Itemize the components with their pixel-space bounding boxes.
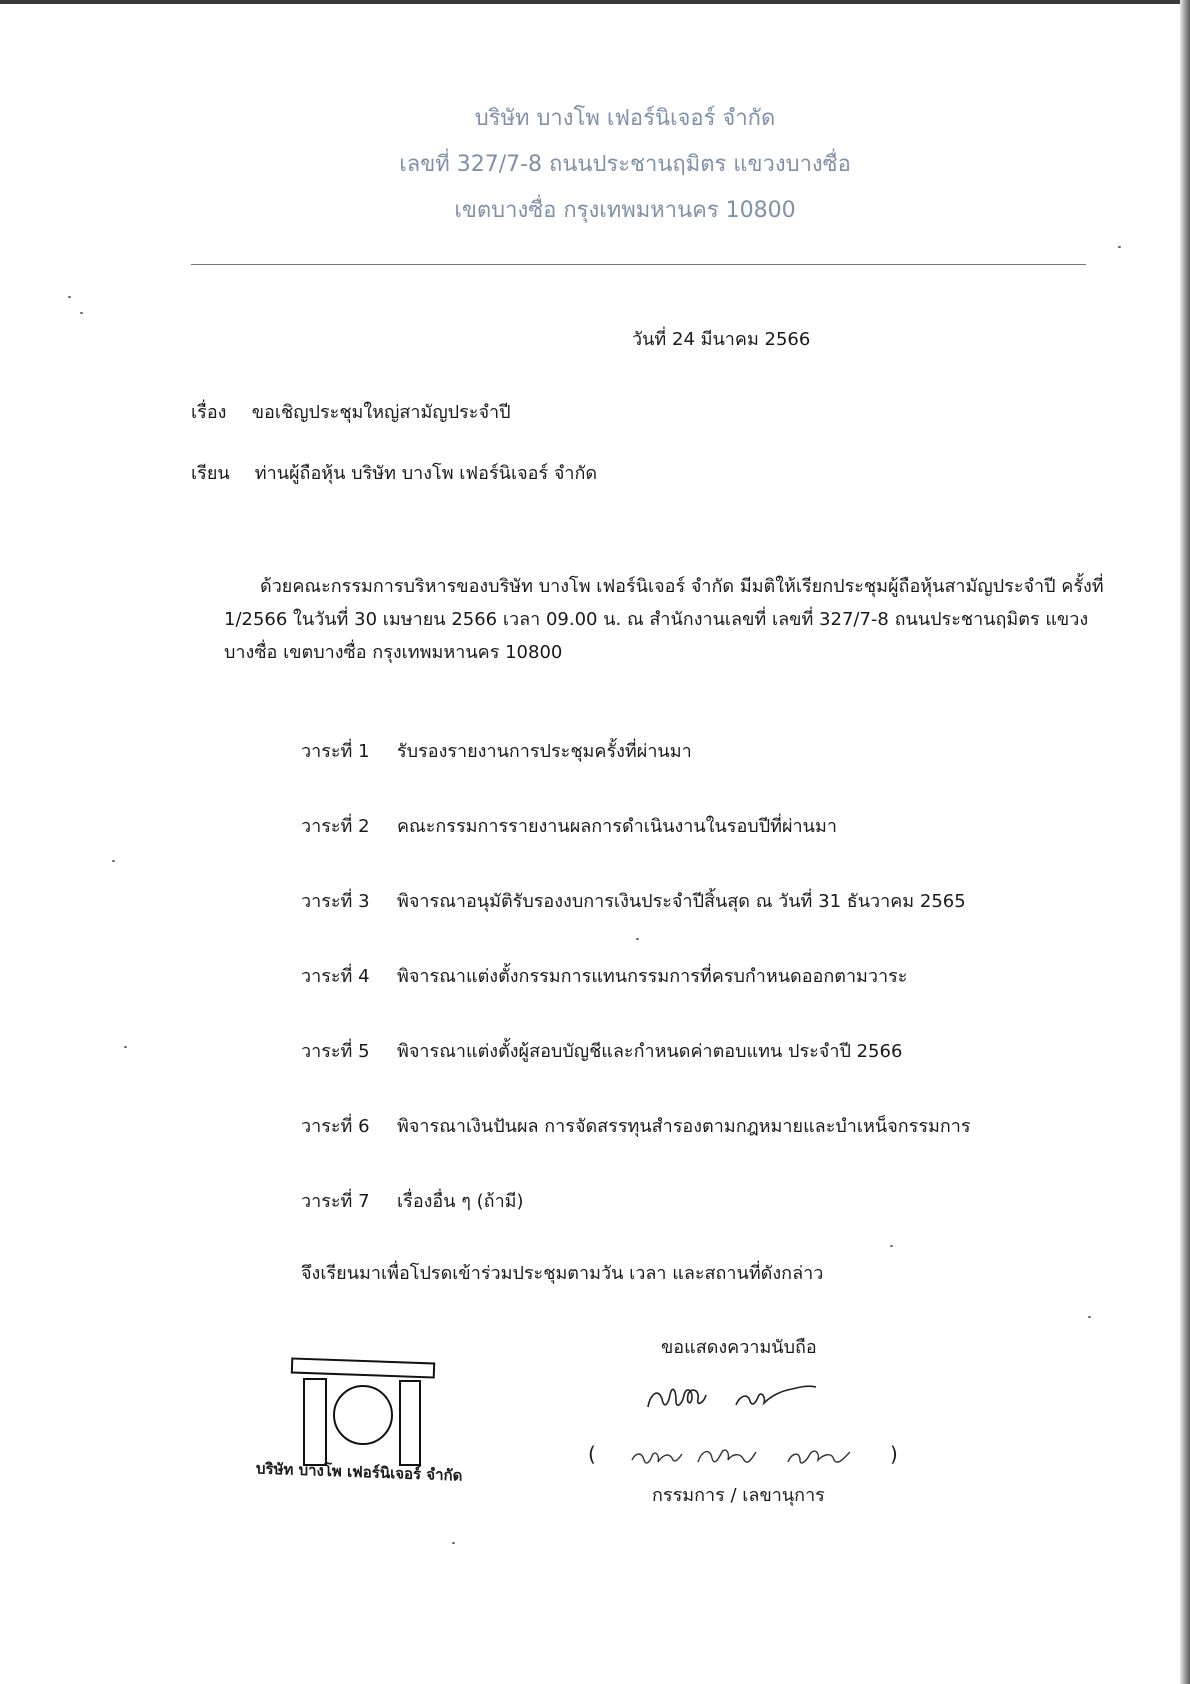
agenda-item [301,1036,971,1111]
agenda-item-text: พิจารณาเงินปันผล การจัดสรรทุนสำรองตามกฎหมายและบำเหน็จกรรมการ [397,1116,971,1137]
signatory-position: กรรมการ / เลขานุการ [652,1485,825,1506]
agenda-item-text: เรื่องอื่น ๆ (ถ้ามี) [397,1191,524,1212]
salutation-label: เรียน [191,463,230,484]
letterhead-address-line-1: เลขที่ 327/7-8 ถนนประชานฤมิตร แขวงบางซื่อ [399,152,851,177]
agenda-item-label: วาระที่ 3 [301,891,370,912]
scan-speck [68,296,71,298]
agenda-item [301,886,971,961]
agenda-item [301,811,971,886]
scan-speck [636,938,639,940]
letterhead-address-line-2: เขตบางซื่อ กรุงเทพมหานคร 10800 [454,198,796,223]
agenda-item [301,736,971,811]
handwritten-signature [640,1365,830,1425]
salutation-line [191,458,597,487]
close-parenthesis: ) [890,1442,898,1466]
agenda-item-text: คณะกรรมการรายงานผลการดำเนินงานในรอบปีที่ผ่านมา [397,816,837,837]
agenda-item-text: รับรองรายงานการประชุมครั้งที่ผ่านมา [397,741,692,762]
agenda-item-text: พิจารณาอนุมัติรับรองงบการเงินประจำปีสิ้นสุด ณ วันที่ 31 ธันวาคม 2565 [397,891,966,912]
closing-sentence: จึงเรียนมาเพื่อโปรดเข้าร่วมประชุมตามวัน เวลา และสถานที่ดังกล่าว [301,1263,824,1284]
company-seal-icon [288,1355,438,1473]
scan-speck [1118,246,1121,248]
scan-speck [1088,1316,1091,1318]
letterhead-company: บริษัท บางโพ เฟอร์นิเจอร์ จำกัด [474,106,776,131]
agenda-item [301,1111,971,1186]
handwritten-name [628,1440,868,1474]
agenda-item-label: วาระที่ 7 [301,1191,370,1212]
agenda-list [301,736,971,1261]
scan-speck [80,312,83,314]
subject-label: เรื่อง [191,402,227,423]
letterhead [0,96,1190,234]
body-paragraph: ด้วยคณะกรรมการบริหารของบริษัท บางโพ เฟอร์นิเจอร์ จำกัด มีมติให้เรียกประชุมผู้ถือหุ้นสามัญประจำปี ครั้งที่ 1/2566 ในวันที่ 30 เมษายน 2566 เวลา 09.00 น. ณ สำนักงานเลขที่ เลขที่ 327/7-8 ถนนประชานฤมิตร แขวงบางซื่อ เขตบางซื่อ กรุงเทพมหานคร 10800 [224,576,1104,663]
letterhead-divider [191,264,1086,265]
agenda-item [301,1186,971,1261]
scan-speck [112,860,115,862]
agenda-item-label: วาระที่ 4 [301,966,370,987]
subject-text: ขอเชิญประชุมใหญ่สามัญประจำปี [251,402,511,423]
subject-line [191,397,511,426]
scan-speck [452,1542,455,1544]
regards: ขอแสดงความนับถือ [661,1337,817,1358]
agenda-item-label: วาระที่ 5 [301,1041,370,1062]
signatory-name-line [588,1440,908,1476]
agenda-item-label: วาระที่ 2 [301,816,370,837]
salutation-text: ท่านผู้ถือหุ้น บริษัท บางโพ เฟอร์นิเจอร์ จำกัด [254,463,598,484]
agenda-item-text: พิจารณาแต่งตั้งกรรมการแทนกรรมการที่ครบกำหนดออกตามวาระ [397,966,908,987]
scan-top-edge [0,0,1190,4]
letter-date: วันที่ 24 มีนาคม 2566 [632,329,811,350]
scan-speck [890,1245,893,1247]
scan-speck [124,1046,127,1048]
agenda-item [301,961,971,1036]
open-parenthesis: ( [588,1442,596,1466]
agenda-item-label: วาระที่ 6 [301,1116,370,1137]
seal-caption: บริษัท บางโพ เฟอร์นิเจอร์ จำกัด [256,1459,463,1485]
agenda-item-text: พิจารณาแต่งตั้งผู้สอบบัญชีและกำหนดค่าตอบแทน ประจำปี 2566 [397,1041,903,1062]
agenda-item-label: วาระที่ 1 [301,741,370,762]
scan-right-edge [1180,0,1190,1684]
